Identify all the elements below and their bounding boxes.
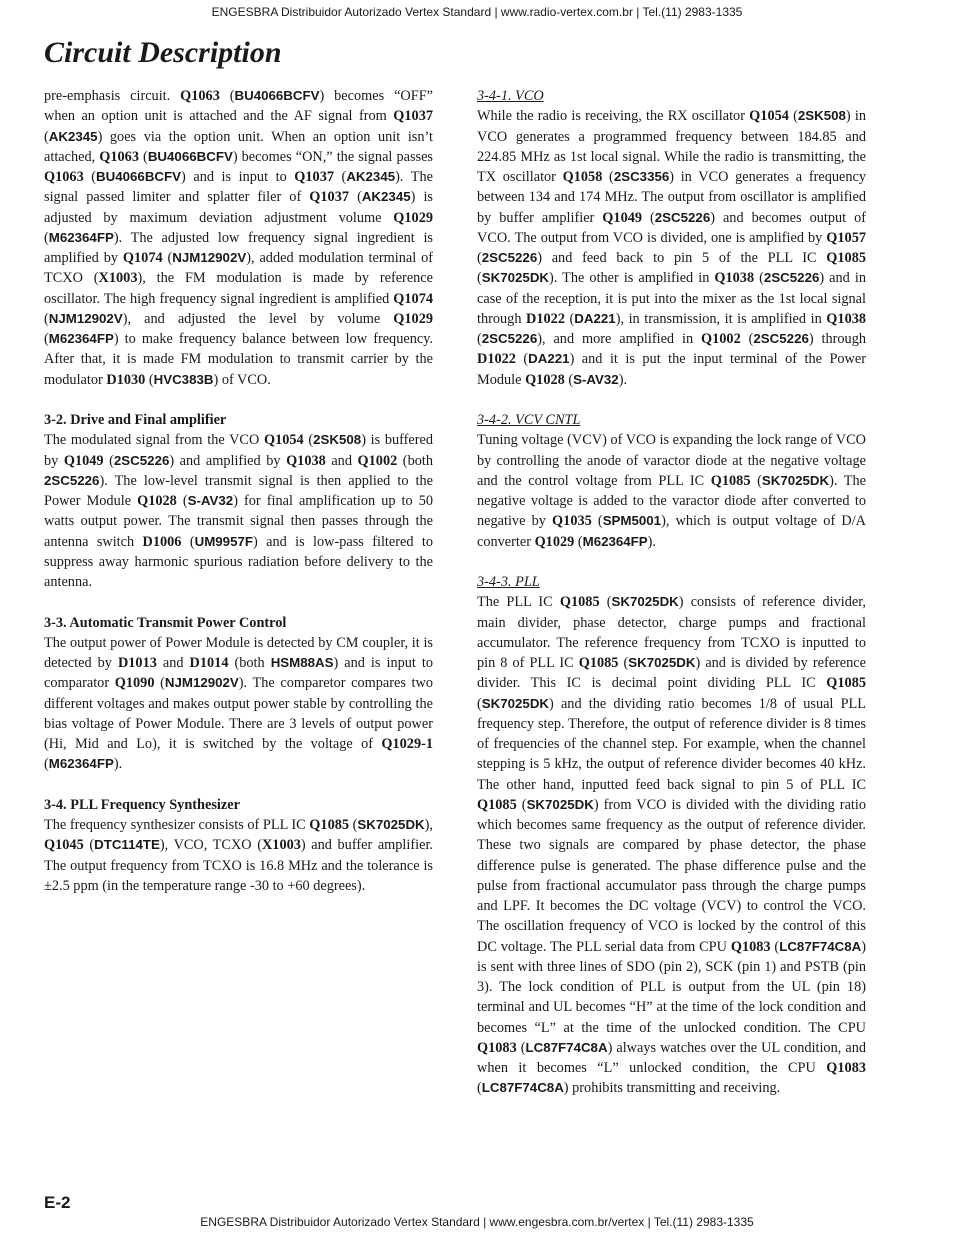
component-ref: Q1038 bbox=[826, 310, 867, 327]
part-number: AK2345 bbox=[48, 128, 98, 144]
part-number: M62364FP bbox=[48, 229, 114, 245]
component-ref: Q1063 bbox=[180, 88, 220, 104]
part-number: 2SC5226 bbox=[654, 209, 711, 225]
part-number: BU4066BCFV bbox=[234, 88, 320, 103]
component-ref: Q1054 bbox=[263, 432, 304, 449]
part-number: 2SC5226 bbox=[44, 472, 100, 488]
part-number: 2SK508 bbox=[797, 108, 846, 124]
component-ref: Q1085 bbox=[559, 594, 600, 611]
component-ref: Q1037 bbox=[309, 189, 349, 206]
section-heading: 3-4. PLL Frequency Synthesizer bbox=[44, 796, 240, 813]
part-number: 2SC5226 bbox=[753, 331, 809, 346]
component-ref: Q1035 bbox=[552, 513, 592, 530]
component-ref: Q1090 bbox=[114, 675, 155, 692]
component-ref: Q1037 bbox=[393, 108, 433, 125]
component-ref: Q1028 bbox=[525, 371, 565, 388]
paragraph: pre-emphasis circuit. Q1063 (BU4066BCFV) becomes “OFF” when an option unit is attached and the AF signal from Q1037 (AK2345) goes via the option unit. When an option unit isn’t attached, Q1063 (BU4066BCFV) becomes “ON,” the signal passes Q1063 (BU4066BCFV) and is input to Q1037 (AK2345). The signal passed limiter and splatter filer of Q1037 (AK2345) is adjusted by maximum deviation adjustment volume Q1029 (M62364FP). The adjusted low frequency signal ingredient is amplified by Q1074 (NJM12902V), added modulation terminal of TCXO (X1003), the FM modulation is made by reference oscillator. The high frequency signal ingredient is amplified Q1074 (NJM12902V), and adjusted the level by volume Q1029 (M62364FP) to make frequency balance between low frequency. After that, it is made FM modulation to transmit carrier by the modulator D1030 (HVC383B) of VCO. bbox=[44, 88, 433, 388]
part-number: BU4066BCFV bbox=[96, 169, 182, 184]
part-number: LC87F74C8A bbox=[481, 1080, 564, 1096]
component-ref: Q1085 bbox=[826, 675, 866, 692]
part-number: SK7025DK bbox=[357, 817, 425, 832]
component-ref: Q1083 bbox=[477, 1039, 517, 1056]
part-number: SK7025DK bbox=[481, 270, 550, 286]
part-number: 2SC3356 bbox=[613, 169, 670, 184]
component-ref: Q1058 bbox=[562, 169, 603, 185]
component-ref: Q1045 bbox=[44, 837, 84, 854]
subsection-heading: 3-4-1. VCO bbox=[477, 88, 544, 104]
part-number: M62364FP bbox=[48, 331, 114, 346]
paragraph: The frequency synthesizer consists of PLL IC Q1085 (SK7025DK), Q1045 (DTC114TE), VCO, TCXO (X1003) and buffer amplifier. The output frequency from TCXO is 16.8 MHz and the tolerance is ±2.5 ppm (in the temperature range -30 to +60 degrees). bbox=[44, 817, 433, 894]
part-number: SK7025DK bbox=[628, 655, 696, 670]
paragraph: Tuning voltage (VCV) of VCO is expanding the lock range of VCO by controlling the anode of varactor diode at the negative voltage and the control voltage from PLL IC Q1085 (SK7025DK). The negative voltage is added to the varactor diode after converted to negative by Q1035 (SPM5001), which is output voltage of D/A converter Q1029 (M62364FP). bbox=[477, 432, 866, 550]
part-number: SK7025DK bbox=[611, 594, 679, 610]
page-footer: ENGESBRA Distribuidor Autorizado Vertex Standard | www.engesbra.com.br/vertex | Tel.(11) 2983-1335 bbox=[200, 1215, 754, 1229]
part-number: HVC383B bbox=[153, 371, 214, 387]
paragraph: The modulated signal from the VCO Q1054 (2SK508) is buffered by Q1049 (2SC5226) and amplified by Q1038 and Q1002 (both 2SC5226). The low-level transmit signal is then applied to the Power Module Q1028 (S-AV32) for final amplification up to 50 watts output power. The transmit signal then passes through the antenna switch D1006 (UM9957F) and is low-pass filtered to suppress away harmonic spurious radiation before delivery to the antenna. bbox=[44, 432, 434, 590]
component-ref: D1022 bbox=[526, 310, 565, 327]
part-number: 2SC5226 bbox=[113, 452, 170, 468]
section-heading: 3-2. Drive and Final amplifier bbox=[44, 412, 227, 428]
part-number: NJM12902V bbox=[164, 675, 239, 691]
paragraph: While the radio is receiving, the RX oscillator Q1054 (2SK508) in VCO generates a programmed frequency between 184.85 and 224.85 MHz as 1st local signal. While the radio is transmitting, the TX oscillator Q1058 (2SC3356) in VCO generates a frequency between 134 and 174 MHz. The output from oscillator is amplified by buffer amplifier Q1049 (2SC5226) and becomes output of VCO. The output from VCO is divided, one is amplified by Q1057 (2SC5226) and feed back to pin 5 of the PLL IC Q1085 (SK7025DK). The other is amplified in Q1038 (2SC5226) and in case of the reception, it is put into the mixer as the 1st local signal through D1022 (DA221), in transmission, it is amplified in Q1038 (2SC5226), and more amplified in Q1002 (2SC5226) through D1022 (DA221) and it is put the input terminal of the Power Module Q1028 (S-AV32). bbox=[477, 108, 867, 388]
paragraph: The PLL IC Q1085 (SK7025DK) consists of reference divider, main divider, phase detector, charge pumps and fractional accumulator. The reference frequency from TCXO is inputted to pin 8 of PLL IC Q1085 (SK7025DK) and is divided by reference divider. This IC is decimal point dividing PLL IC Q1085 (SK7025DK) and the dividing ratio becomes 1/8 of usual PLL frequency step. Therefore, the output of reference divider is 8 times of frequencies of the channel step. For example, when the channel stepping is 5 kHz, the output of reference divider becomes 40 kHz. The other hand, inputted feed back signal to pin 5 of PLL IC Q1085 (SK7025DK) from VCO is divided with the dividing ratio which becomes same frequency as the output of reference divider. These two signals are compared by phase detector, the phase difference pulse is generated. The phase difference pulse and the pulse from fractional accumulator pass through the charge pumps and LPF. It becomes the DC voltage (VCV) to control the VCO. The oscillation frequency of VCO is locked by the control of this DC voltage. The PLL serial data from CPU Q1083 (LC87F74C8A) is sent with three lines of SDO (pin 2), SCK (pin 1) and PSTB (pin 3). The lock condition of PLL is output from the UL (pin 18) terminal and UL becomes “H” at the time of the lock condition and becomes “L” at the time of the unlocked condition. The CPU Q1083 (LC87F74C8A) always watches over the UL condition, and when it becomes “L” unlocked condition, the CPU Q1083 (LC87F74C8A) prohibits transmitting and receiving. bbox=[477, 594, 867, 1097]
section-heading: 3-3. Automatic Transmit Power Control bbox=[44, 614, 287, 631]
part-number: M62364FP bbox=[582, 533, 648, 549]
component-ref: Q1028 bbox=[137, 493, 177, 509]
page-title: Circuit Description bbox=[44, 36, 282, 69]
component-ref: Q1002 bbox=[357, 452, 398, 469]
part-number: 2SK508 bbox=[313, 432, 362, 448]
component-ref: D1013 bbox=[117, 655, 157, 671]
component-ref: D1006 bbox=[142, 533, 182, 550]
component-ref: Q1085 bbox=[710, 472, 751, 489]
part-number: DA221 bbox=[574, 310, 616, 326]
part-number: M62364FP bbox=[48, 756, 114, 772]
part-number: HSM88AS bbox=[270, 655, 334, 670]
component-ref: Q1085 bbox=[578, 655, 619, 671]
right-column bbox=[477, 86, 866, 1099]
part-number: UM9957F bbox=[194, 533, 253, 549]
component-ref: Q1049 bbox=[602, 209, 643, 226]
paragraph: The output power of Power Module is detected by CM coupler, it is detected by D1013 and D1014 (both HSM88AS) and is input to comparator Q1090 (NJM12902V). The comparetor compares two different voltages and makes output power stable by controlling the bias voltage of Power Module. There are 3 levels of output power (Hi, Mid and Lo), it is switched by the voltage of Q1029-1 (M62364FP). bbox=[44, 634, 434, 773]
component-ref: Q1054 bbox=[749, 108, 789, 125]
component-ref: Q1085 bbox=[826, 250, 866, 266]
component-ref: Q1029 bbox=[393, 209, 433, 226]
part-number: LC87F74C8A bbox=[779, 938, 862, 954]
subsection-heading: 3-4-2. VCV CNTL bbox=[477, 412, 581, 428]
component-ref: Q1029 bbox=[534, 533, 575, 550]
component-ref: Q1063 bbox=[99, 148, 139, 165]
subsection-heading: 3-4-3. PLL bbox=[477, 574, 540, 590]
part-number: BU4066BCFV bbox=[147, 148, 233, 164]
part-number: 2SC5226 bbox=[763, 270, 820, 286]
part-number: DTC114TE bbox=[94, 837, 160, 853]
component-ref: Q1063 bbox=[44, 169, 84, 185]
part-number: AK2345 bbox=[361, 189, 411, 205]
component-ref: Q1029-1 bbox=[381, 736, 433, 752]
component-ref: Q1083 bbox=[826, 1060, 866, 1076]
part-number: S-AV32 bbox=[573, 371, 619, 387]
part-number: S-AV32 bbox=[187, 493, 234, 508]
component-ref: Q1002 bbox=[701, 331, 741, 347]
component-ref: D1014 bbox=[189, 655, 229, 671]
component-ref: Q1038 bbox=[714, 270, 755, 287]
component-ref: Q1038 bbox=[286, 452, 326, 469]
part-number: 2SC5226 bbox=[481, 331, 538, 346]
part-number: NJM12902V bbox=[172, 250, 247, 265]
page-number: E-2 bbox=[44, 1193, 71, 1212]
component-ref: Q1074 bbox=[393, 290, 433, 307]
part-number: SK7025DK bbox=[761, 472, 830, 488]
part-number: NJM12902V bbox=[48, 310, 123, 326]
component-ref: Q1037 bbox=[294, 169, 334, 185]
component-ref: Q1029 bbox=[393, 310, 433, 327]
part-number: AK2345 bbox=[346, 169, 396, 184]
component-ref: Q1083 bbox=[730, 938, 771, 955]
page-header: ENGESBRA Distribuidor Autorizado Vertex Standard | www.radio-vertex.com.br | Tel.(11) 2983-1335 bbox=[211, 5, 743, 19]
component-ref: Q1085 bbox=[309, 817, 350, 833]
component-ref: Q1085 bbox=[477, 796, 517, 813]
component-ref: X1003 bbox=[98, 270, 138, 287]
component-ref: D1022 bbox=[477, 351, 516, 368]
component-ref: Q1057 bbox=[826, 229, 866, 246]
part-number: DA221 bbox=[528, 351, 570, 367]
component-ref: X1003 bbox=[261, 837, 301, 854]
left-column bbox=[44, 86, 433, 896]
part-number: SK7025DK bbox=[526, 796, 594, 812]
part-number: LC87F74C8A bbox=[525, 1039, 608, 1055]
part-number: 2SC5226 bbox=[481, 250, 538, 265]
component-ref: D1030 bbox=[106, 371, 146, 388]
part-number: SPM5001 bbox=[602, 513, 662, 529]
component-ref: Q1049 bbox=[63, 452, 104, 469]
part-number: SK7025DK bbox=[481, 695, 550, 711]
component-ref: Q1074 bbox=[122, 250, 163, 266]
